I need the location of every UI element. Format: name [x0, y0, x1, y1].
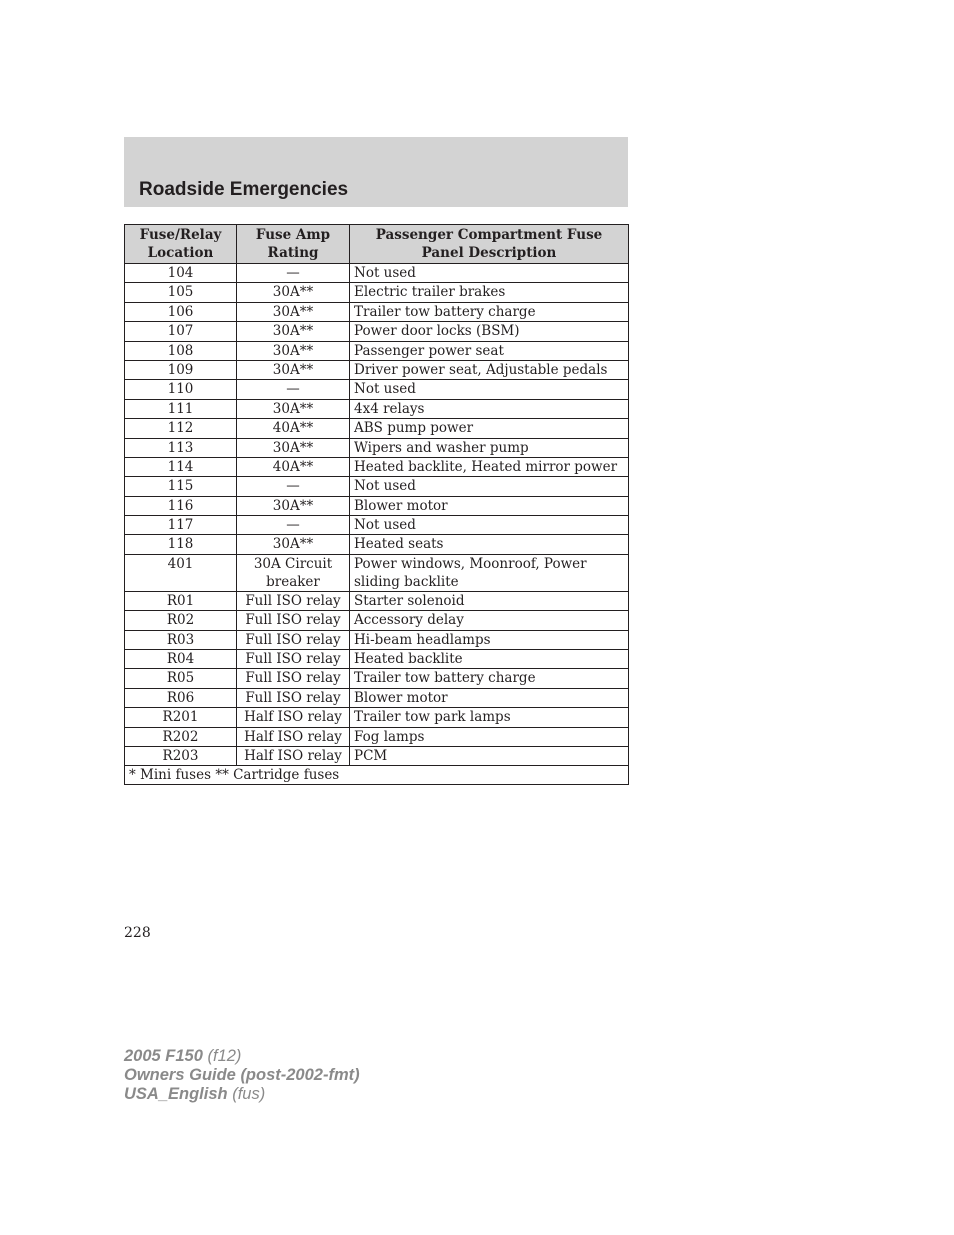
table-row: [125, 746, 629, 765]
cell-amp-rating: Full ISO relay: [237, 630, 350, 649]
table-row: [125, 727, 629, 746]
cell-amp-rating: —: [237, 380, 350, 399]
cell-location: R06: [125, 688, 237, 707]
cell-description: Heated seats: [350, 535, 629, 554]
cell-description: Hi-beam headlamps: [350, 630, 629, 649]
cell-description: Heated backlite, Heated mirror power: [350, 457, 629, 476]
cell-description: Electric trailer brakes: [350, 283, 629, 302]
cell-amp-rating: —: [237, 516, 350, 535]
cell-description: ABS pump power: [350, 419, 629, 438]
cell-location: 115: [125, 477, 237, 496]
table-row: [125, 708, 629, 727]
cell-amp-rating: 30A**: [237, 322, 350, 341]
footer-locale-code: (fus): [227, 1085, 266, 1103]
cell-amp-rating: 30A**: [237, 283, 350, 302]
cell-description: Blower motor: [350, 688, 629, 707]
footer-guide: Owners Guide (post-2002-fmt): [124, 1066, 360, 1084]
table-row: [125, 264, 629, 283]
cell-amp-rating: —: [237, 477, 350, 496]
cell-amp-rating: 40A**: [237, 457, 350, 476]
cell-amp-rating: —: [237, 264, 350, 283]
cell-amp-rating: 30A**: [237, 302, 350, 321]
table-row: [125, 341, 629, 360]
document-footer: [124, 1047, 360, 1104]
cell-amp-rating: 40A**: [237, 419, 350, 438]
cell-amp-rating: 30A**: [237, 438, 350, 457]
cell-description: Not used: [350, 380, 629, 399]
cell-description: Not used: [350, 477, 629, 496]
cell-description: Heated backlite: [350, 650, 629, 669]
cell-amp-rating: 30A**: [237, 341, 350, 360]
cell-location: 117: [125, 516, 237, 535]
table-body: [125, 264, 629, 766]
cell-location: 109: [125, 360, 237, 379]
page-number: 228: [124, 925, 151, 941]
footer-model-code: (f12): [202, 1047, 242, 1065]
cell-location: 118: [125, 535, 237, 554]
cell-description: Fog lamps: [350, 727, 629, 746]
cell-location: R01: [125, 591, 237, 610]
cell-amp-rating: 30A**: [237, 496, 350, 515]
cell-amp-rating: Full ISO relay: [237, 688, 350, 707]
cell-description: Blower motor: [350, 496, 629, 515]
header-amp-rating: Fuse Amp Rating: [237, 225, 350, 264]
cell-description: Trailer tow battery charge: [350, 669, 629, 688]
table-footnote: * Mini fuses ** Cartridge fuses: [125, 766, 629, 785]
table-row: [125, 438, 629, 457]
table-row: [125, 630, 629, 649]
table-header-row: [125, 225, 629, 264]
table-row: [125, 360, 629, 379]
fuse-table: [124, 224, 629, 785]
cell-location: 108: [125, 341, 237, 360]
cell-amp-rating: Half ISO relay: [237, 746, 350, 765]
table-row: [125, 496, 629, 515]
cell-description: Driver power seat, Adjustable pedals: [350, 360, 629, 379]
cell-location: R04: [125, 650, 237, 669]
cell-amp-rating: 30A**: [237, 360, 350, 379]
cell-description: Not used: [350, 264, 629, 283]
table-row: [125, 283, 629, 302]
header-description: Passenger Compartment Fuse Panel Description: [350, 225, 629, 264]
table-row: [125, 477, 629, 496]
cell-amp-rating: 30A**: [237, 535, 350, 554]
table-row: [125, 650, 629, 669]
table-row: [125, 419, 629, 438]
table-row: [125, 399, 629, 418]
cell-description: PCM: [350, 746, 629, 765]
footer-model: 2005 F150: [124, 1047, 203, 1065]
cell-amp-rating: Full ISO relay: [237, 611, 350, 630]
section-title: Roadside Emergencies: [139, 179, 349, 200]
cell-location: 116: [125, 496, 237, 515]
table-row: [125, 535, 629, 554]
table-row: [125, 591, 629, 610]
table-row: [125, 611, 629, 630]
cell-location: 114: [125, 457, 237, 476]
cell-amp-rating: Half ISO relay: [237, 727, 350, 746]
cell-amp-rating: 30A**: [237, 399, 350, 418]
cell-description: Starter solenoid: [350, 591, 629, 610]
footer-line-locale: [124, 1085, 360, 1104]
section-header-band: [124, 137, 628, 207]
cell-amp-rating: Full ISO relay: [237, 669, 350, 688]
cell-location: 110: [125, 380, 237, 399]
cell-description: 4x4 relays: [350, 399, 629, 418]
cell-location: R202: [125, 727, 237, 746]
table-row: [125, 322, 629, 341]
cell-location: 106: [125, 302, 237, 321]
cell-location: 105: [125, 283, 237, 302]
cell-amp-rating: 30A Circuit breaker: [237, 554, 350, 591]
cell-amp-rating: Half ISO relay: [237, 708, 350, 727]
footer-line-model: [124, 1047, 360, 1066]
table-row: [125, 669, 629, 688]
cell-location: 107: [125, 322, 237, 341]
cell-location: R203: [125, 746, 237, 765]
cell-location: 112: [125, 419, 237, 438]
cell-location: 111: [125, 399, 237, 418]
cell-location: 104: [125, 264, 237, 283]
footer-locale: USA_English: [124, 1085, 228, 1103]
cell-description: Passenger power seat: [350, 341, 629, 360]
table-row: [125, 302, 629, 321]
cell-description: Not used: [350, 516, 629, 535]
cell-amp-rating: Full ISO relay: [237, 591, 350, 610]
cell-location: R03: [125, 630, 237, 649]
cell-description: Wipers and washer pump: [350, 438, 629, 457]
cell-description: Trailer tow battery charge: [350, 302, 629, 321]
table-footnote-row: [125, 766, 629, 785]
footer-line-guide: [124, 1066, 360, 1085]
table-row: [125, 380, 629, 399]
cell-description: Trailer tow park lamps: [350, 708, 629, 727]
cell-description: Accessory delay: [350, 611, 629, 630]
cell-location: R201: [125, 708, 237, 727]
cell-location: 113: [125, 438, 237, 457]
table-row: [125, 516, 629, 535]
cell-location: 401: [125, 554, 237, 591]
cell-description: Power windows, Moonroof, Power sliding backlite: [350, 554, 629, 591]
table-row: [125, 457, 629, 476]
cell-description: Power door locks (BSM): [350, 322, 629, 341]
cell-amp-rating: Full ISO relay: [237, 650, 350, 669]
cell-location: R05: [125, 669, 237, 688]
table-row: [125, 688, 629, 707]
cell-location: R02: [125, 611, 237, 630]
header-location: Fuse/Relay Location: [125, 225, 237, 264]
table-row: [125, 554, 629, 591]
